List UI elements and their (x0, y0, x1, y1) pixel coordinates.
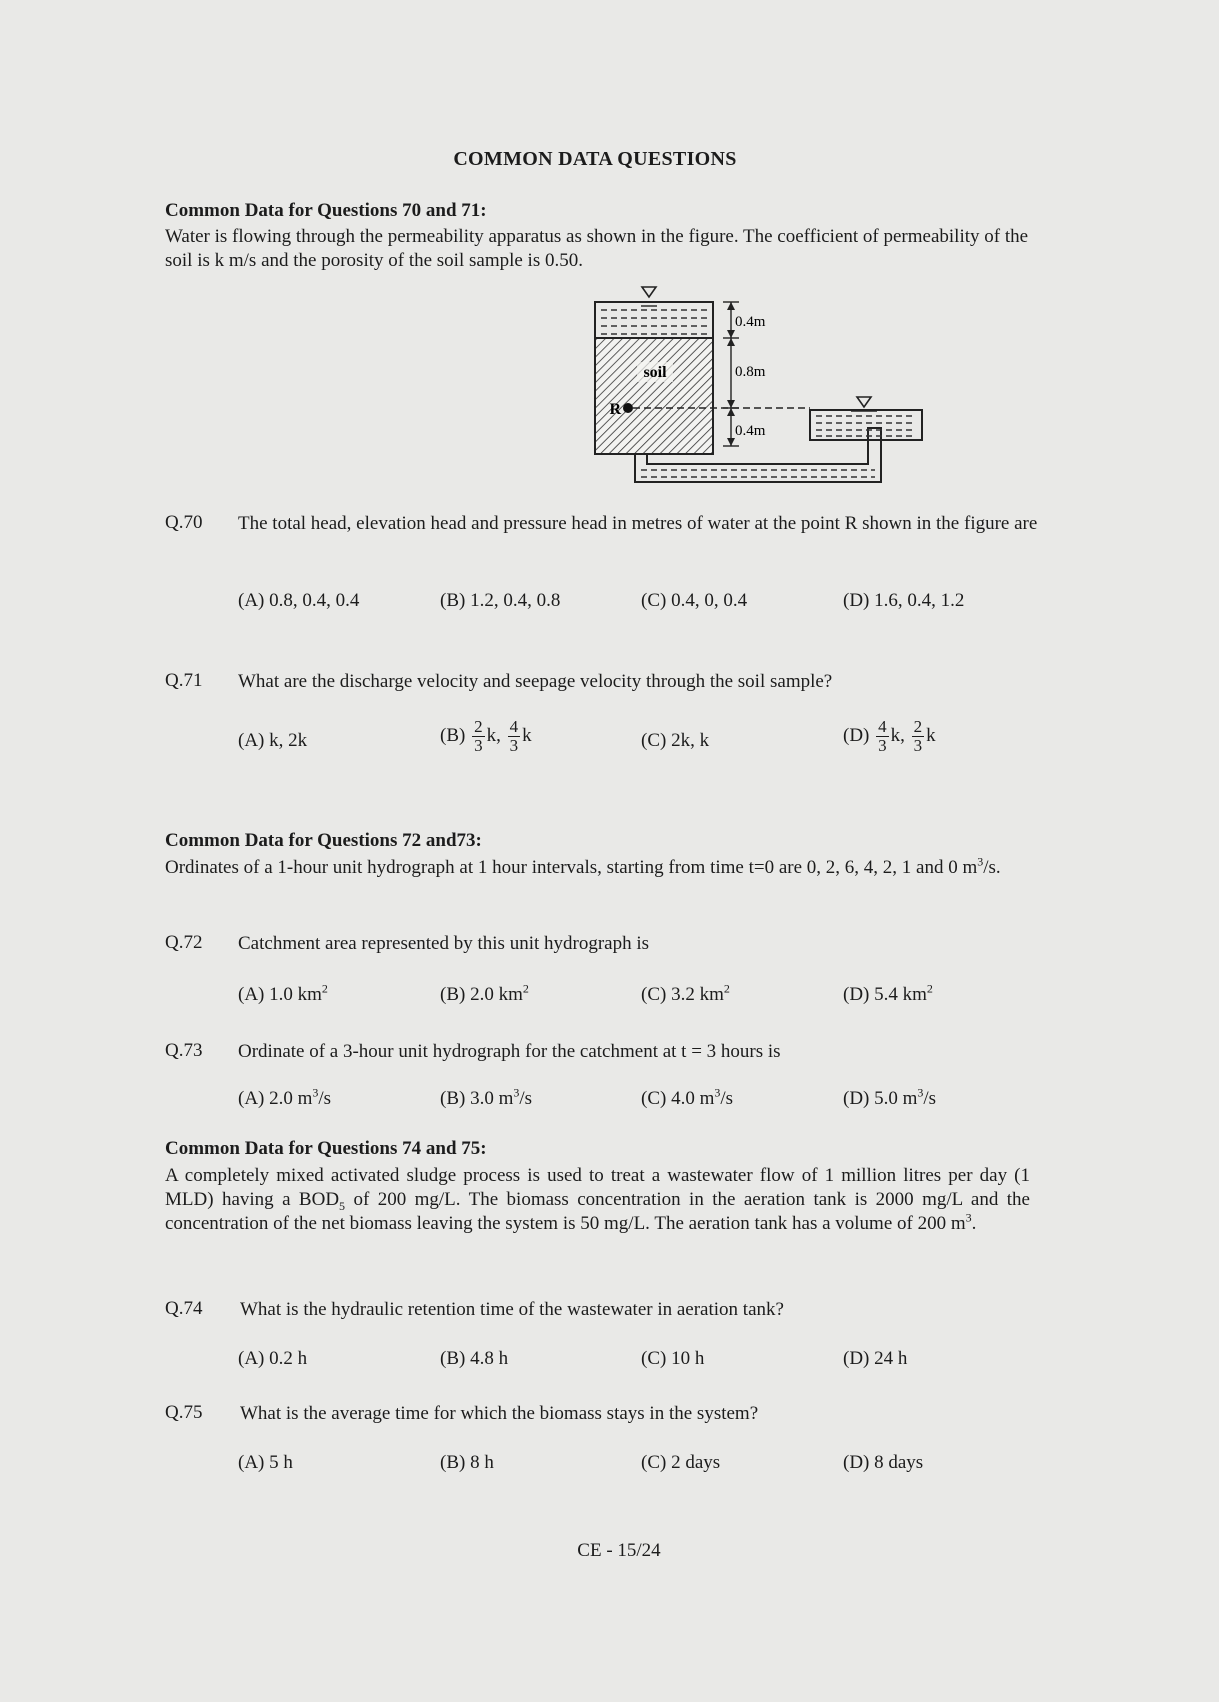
question-text: What is the average time for which the biomass stays in the system? (240, 1403, 759, 1424)
question-number: Q.74 (165, 1298, 203, 1319)
option-b[interactable]: (B) $\frac{2}{3}$ k, $\frac{4}{3}$ k (440, 717, 532, 755)
section-text-70-71: Water is flowing through the permeability apparatus as shown in the figure. The coefficient of permeability of the soil is k m/s and the porosity of the soil sample is 0.50. (165, 226, 1029, 271)
point-r-label: R (609, 401, 621, 418)
page-title: COMMON DATA QUESTIONS (453, 148, 737, 170)
option-d[interactable]: (D) 8 days (843, 1452, 924, 1473)
option-a[interactable]: (A) 5 h (238, 1452, 293, 1473)
option-b[interactable]: (B) 2.0 $km^2$ (440, 981, 529, 1005)
fraction: $\frac{4}{3}$ (878, 717, 887, 755)
option-c[interactable]: (C) 4.0 $m^3/s$ (641, 1085, 734, 1109)
option-a[interactable]: (A) 1.0 $km^2$ (238, 981, 328, 1005)
dimension-middle: 0.8m (735, 364, 766, 380)
fraction: $\frac{4}{3}$ (509, 717, 519, 755)
question-number: Q.75 (165, 1402, 203, 1423)
section-text-74-75: A completely mixed activated sludge process is used to treat a wastewater flow of 1 million litres per day (1 MLD) having a $BOD_5$ of 200 mg/L. The biomass concentration in the aeration tank is 2000 mg/L and the concentration of the net biomass leaving the system is 50 mg/L. The aeration tank has a volume of 200 $m^3$. (165, 1165, 1030, 1234)
soil-label: soil (643, 364, 667, 381)
question-text: What is the hydraulic retention time of the wastewater in aeration tank? (240, 1299, 784, 1320)
option-d[interactable]: (D) 5.4 $km^2$ (843, 981, 933, 1005)
question-number: Q.73 (165, 1040, 203, 1061)
option-d[interactable]: (D) $\frac{4}{3}$ k, $\frac{2}{3}$ k (843, 717, 936, 755)
section-text-72-73: Ordinates of a 1-hour unit hydrograph at 1 hour intervals, starting from time t=0 are 0, 2, 6, 4, 2, 1 and 0 $m^3/s$. (165, 854, 1001, 878)
option-b[interactable]: (B) 8 h (440, 1452, 494, 1473)
option-b[interactable]: (B) 1.2, 0.4, 0.8 (440, 590, 561, 611)
option-a[interactable]: (A) 2.0 $m^3/s$ (238, 1085, 332, 1109)
question-text: What are the discharge velocity and seepage velocity through the soil sample? (238, 671, 833, 692)
option-c[interactable]: (C) 2k, k (641, 730, 710, 751)
option-c[interactable]: (C) 10 h (641, 1348, 705, 1369)
option-d[interactable]: (D) 1.6, 0.4, 1.2 (843, 590, 965, 611)
question-text: Catchment area represented by this unit hydrograph is (238, 933, 650, 954)
option-c[interactable]: (C) 2 days (641, 1452, 721, 1473)
question-number: Q.72 (165, 932, 203, 953)
question-number: Q.71 (165, 670, 203, 691)
option-b[interactable]: (B) 3.0 $m^3/s$ (440, 1085, 533, 1109)
dimension-bottom: 0.4m (735, 423, 766, 439)
soil-column (595, 338, 713, 454)
section-heading-70-71: Common Data for Questions 70 and 71: (165, 200, 487, 221)
water-level-icon (857, 397, 871, 407)
question-text: Ordinate of a 3-hour unit hydrograph for the catchment at t = 3 hours is (238, 1041, 781, 1062)
option-d[interactable]: (D) 5.0 $m^3/s$ (843, 1085, 937, 1109)
section-heading-74-75: Common Data for Questions 74 and 75: (165, 1138, 487, 1159)
fraction: $\frac{2}{3}$ (474, 717, 483, 755)
option-b[interactable]: (B) 4.8 h (440, 1348, 509, 1369)
option-c[interactable]: (C) 0.4, 0, 0.4 (641, 590, 748, 611)
water-level-icon (642, 287, 656, 297)
option-a[interactable]: (A) k, 2k (238, 730, 308, 751)
option-a[interactable]: (A) 0.2 h (238, 1348, 308, 1369)
dimension-top: 0.4m (735, 314, 766, 330)
permeability-apparatus-figure (585, 282, 930, 494)
option-d[interactable]: (D) 24 h (843, 1348, 908, 1369)
option-a[interactable]: (A) 0.8, 0.4, 0.4 (238, 590, 360, 611)
question-text: The total head, elevation head and pressure head in metres of water at the point R shown in the figure are (238, 513, 1038, 534)
page-footer: CE - 15/24 (577, 1540, 661, 1561)
section-heading-72-73: Common Data for Questions 72 and73: (165, 830, 482, 851)
upper-water-box (595, 302, 713, 338)
point-r-marker (623, 403, 633, 413)
option-c[interactable]: (C) 3.2 $km^2$ (641, 981, 730, 1005)
fraction: $\frac{2}{3}$ (913, 717, 923, 755)
question-number: Q.70 (165, 512, 203, 533)
